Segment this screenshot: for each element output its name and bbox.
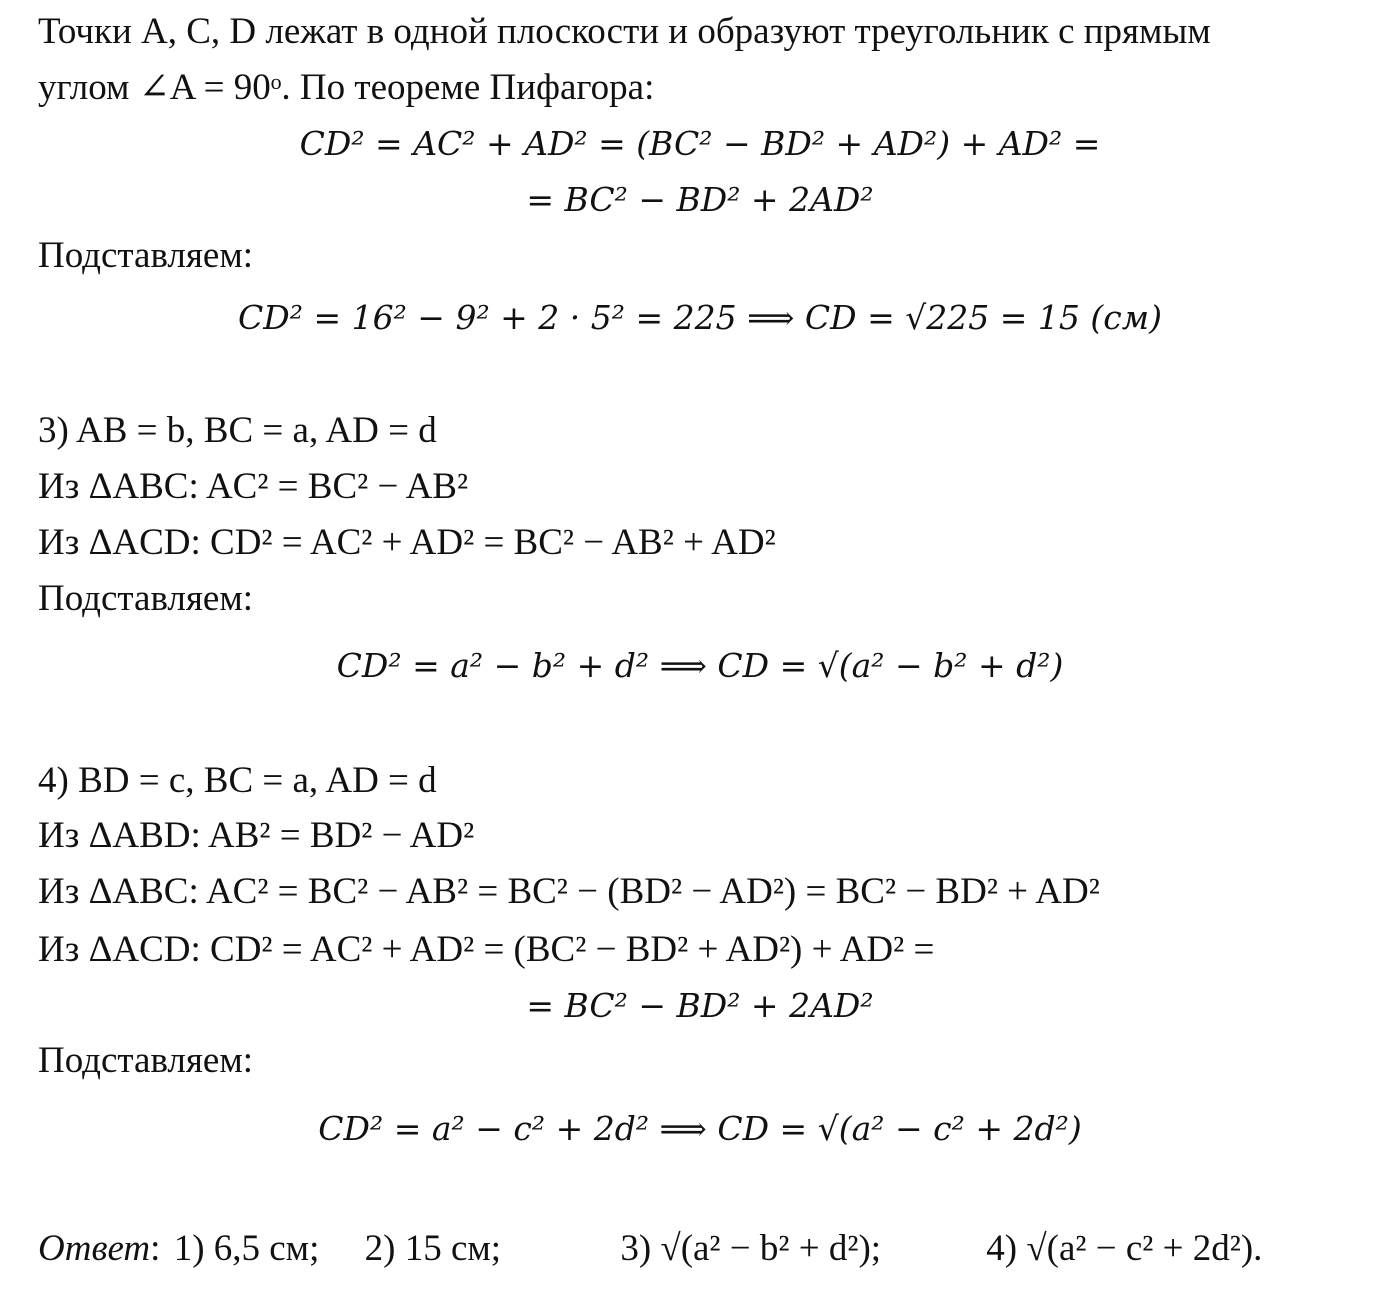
part4-line-2: Из ΔABC: AC² = BC² − AB² = BC² − (BD² − AD²) = BC² − BD² + AD²: [38, 871, 1100, 912]
answer-line: Ответ: 1) 6,5 см; 2) 15 см; 3) √(a² − b² + d²); 4) √(a² − c² + 2d²).: [38, 1221, 1262, 1277]
part3-result: CD² = a² − b² + d² ⟹ CD = √(a² − b² + d²): [336, 646, 1064, 685]
pythagoras-formula-line-2: = BC² − BD² + 2AD²: [526, 180, 874, 219]
substitute-label: Подставляем:: [38, 235, 254, 276]
intro-line-1: Точки A, C, D лежат в одной плоскости и образуют треугольник с прямым: [38, 11, 1211, 52]
part4-substitute-label: Подставляем:: [38, 1040, 254, 1081]
part4-line-3: Из ΔACD: CD² = AC² + AD² = (BC² − BD² + AD²) + AD² =: [38, 929, 935, 970]
part3-line-1: Из ΔABC: AC² = BC² − AB²: [38, 466, 469, 507]
substitution-formula: CD² = 16² − 9² + 2 · 5² = 225 ⟹ CD = √225 = 15 (см): [238, 298, 1162, 337]
part3-header: 3) AB = b, BC = a, AD = d: [38, 410, 437, 451]
part4-line-4: = BC² − BD² + 2AD²: [526, 986, 874, 1025]
part4-header: 4) BD = c, BC = a, AD = d: [38, 760, 437, 801]
answer-item-2: 2) 15 см;: [364, 1228, 502, 1269]
answer-item-1: 1) 6,5 см;: [173, 1228, 320, 1269]
part3-substitute-label: Подставляем:: [38, 578, 254, 619]
answer-item-3: 3) √(a² − b² + d²);: [620, 1228, 882, 1269]
pythagoras-formula-line-1: CD² = AC² + AD² = (BC² − BD² + AD²) + AD² =: [299, 124, 1101, 163]
part3-line-2: Из ΔACD: CD² = AC² + AD² = BC² − AB² + AD²: [38, 522, 776, 563]
answer-item-4: 4) √(a² − c² + 2d²).: [986, 1228, 1263, 1269]
part4-line-1: Из ΔABD: AB² = BD² − AD²: [38, 815, 475, 856]
part4-result: CD² = a² − c² + 2d² ⟹ CD = √(a² − c² + 2d²): [318, 1109, 1082, 1148]
intro-line-2: углом ∠A = 90ᵒ. По теореме Пифагора:: [38, 67, 655, 108]
answer-label: Ответ: [38, 1228, 151, 1269]
